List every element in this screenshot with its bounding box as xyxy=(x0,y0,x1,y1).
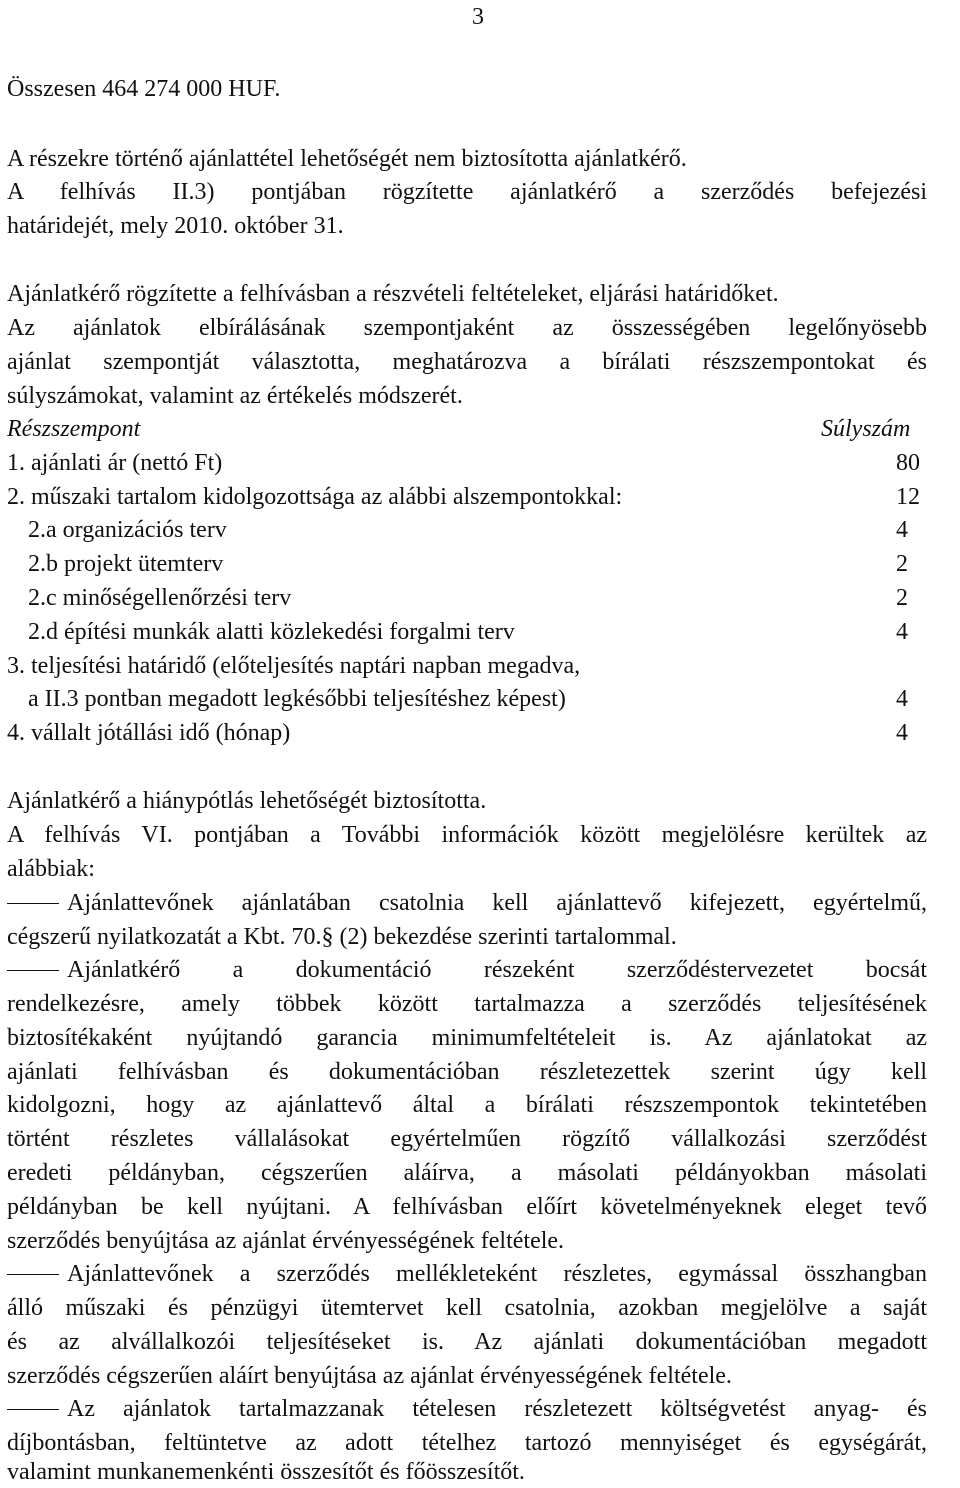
criteria-label: 2.d építési munkák alatti közlekedési forgalmi terv xyxy=(28,619,515,645)
text-line: A felhívás II.3) pontjában rögzítette ajánlatkérő a szerződés befejezési xyxy=(7,179,927,205)
criteria-header-weight: Súlyszám xyxy=(821,416,911,442)
total-amount: Összesen 464 274 000 HUF. xyxy=(7,76,281,102)
text-line: alábbiak: xyxy=(7,856,95,882)
criteria-label: 1. ajánlati ár (nettó Ft) xyxy=(7,450,223,476)
criteria-label: 2.a organizációs terv xyxy=(28,517,227,543)
text-line: álló műszaki és pénzügyi ütemtervet kell csatolnia, azokban megjelölve a saját xyxy=(7,1295,927,1321)
criteria-label: 2. műszaki tartalom kidolgozottsága az alábbi alszempontokkal: xyxy=(7,484,623,510)
text-line: Ajánlatkérő a hiánypótlás lehetőségét biztosította. xyxy=(7,788,487,814)
text-line: történt részletes vállalásokat egyértelműen rögzítő vállalkozási szerződést xyxy=(7,1126,927,1152)
criteria-label: 4. vállalt jótállási idő (hónap) xyxy=(7,720,291,746)
text-line: példányban be kell nyújtani. A felhívásban előírt követelményeknek eleget tevő xyxy=(7,1194,927,1220)
criteria-weight: 12 xyxy=(896,484,920,510)
text-line: díjbontásban, feltüntetve az adott tételhez tartozó mennyiséget és egységárát, xyxy=(7,1430,927,1456)
text-span: Ajánlattevőnek ajánlatában csatolnia kell ajánlattevő kifejezett, egyértelmű, xyxy=(67,890,927,916)
criteria-label: 2.b projekt ütemterv xyxy=(28,551,224,577)
dash-marker xyxy=(7,970,59,971)
text-line: szerződés cégszerűen aláírt benyújtása az ajánlat érvényességének feltétele. xyxy=(7,1363,732,1389)
criteria-weight: 4 xyxy=(896,517,908,543)
criteria-label: 2.c minőségellenőrzési terv xyxy=(28,585,292,611)
criteria-weight: 4 xyxy=(896,619,908,645)
text-line: rendelkezésre, amely többek között tartalmazza a szerződés teljesítésének xyxy=(7,991,927,1017)
page-number: 3 xyxy=(472,4,484,30)
text-line: cégszerű nyilatkozatát a Kbt. 70.§ (2) bekezdése szerinti tartalommal. xyxy=(7,924,677,950)
text-line: eredeti példányban, cégszerűen aláírva, a másolati példányokban másolati xyxy=(7,1160,927,1186)
dash-marker xyxy=(7,903,59,904)
text-line: kidolgozni, hogy az ajánlattevő által a bírálati részszempontok tekintetében xyxy=(7,1092,927,1118)
text-line: súlyszámokat, valamint az értékelés módszerét. xyxy=(7,383,463,409)
criteria-weight: 2 xyxy=(896,585,908,611)
text-line: Ajánlatkérő rögzítette a felhívásban a részvételi feltételeket, eljárási határidőket. xyxy=(7,281,779,307)
dash-marker xyxy=(7,1409,59,1410)
criteria-label: a II.3 pontban megadott legkésőbbi teljesítéshez képest) xyxy=(28,686,566,712)
criteria-header-label: Részszempont xyxy=(7,416,141,442)
text-line: szerződés benyújtása az ajánlat érvényességének feltétele. xyxy=(7,1228,565,1254)
text-line: valamint munkanemenkénti összesítőt és főösszesítőt. xyxy=(7,1459,525,1485)
criteria-label: 3. teljesítési határidő (előteljesítés naptári napban megadva, xyxy=(7,653,581,679)
dash-marker xyxy=(7,1274,59,1275)
text-span: Ajánlattevőnek a szerződés mellékleteként részletes, egymással összhangban xyxy=(67,1261,927,1287)
text-line xyxy=(7,1259,927,1289)
text-line xyxy=(7,1394,927,1424)
text-line: biztosítékaként nyújtandó garancia minimumfeltételeit is. Az ajánlatokat az xyxy=(7,1025,927,1051)
criteria-weight: 4 xyxy=(896,720,908,746)
text-line xyxy=(7,955,927,985)
text-line: A felhívás VI. pontjában a További információk között megjelölésre kerültek az xyxy=(7,822,927,848)
text-line: ajánlati felhívásban és dokumentációban részletezettek szerint úgy kell xyxy=(7,1059,927,1085)
text-line: ajánlat szempontját választotta, meghatározva a bírálati részszempontokat és xyxy=(7,349,927,375)
text-line: A részekre történő ajánlattétel lehetőségét nem biztosította ajánlatkérő. xyxy=(7,146,687,172)
text-line: Az ajánlatok elbírálásának szempontjaként az összességében legelőnyösebb xyxy=(7,315,927,341)
text-span: Az ajánlatok tartalmazzanak tételesen részletezett költségvetést anyag- és xyxy=(67,1396,927,1422)
text-line: határidejét, mely 2010. október 31. xyxy=(7,213,344,239)
text-span: Ajánlatkérő a dokumentáció részeként szerződéstervezetet bocsát xyxy=(67,957,927,983)
text-line xyxy=(7,888,927,918)
criteria-weight: 4 xyxy=(896,686,908,712)
criteria-weight: 80 xyxy=(896,450,920,476)
text-line: és az alvállalkozói teljesítéseket is. Az ajánlati dokumentációban megadott xyxy=(7,1329,927,1355)
criteria-weight: 2 xyxy=(896,551,908,577)
